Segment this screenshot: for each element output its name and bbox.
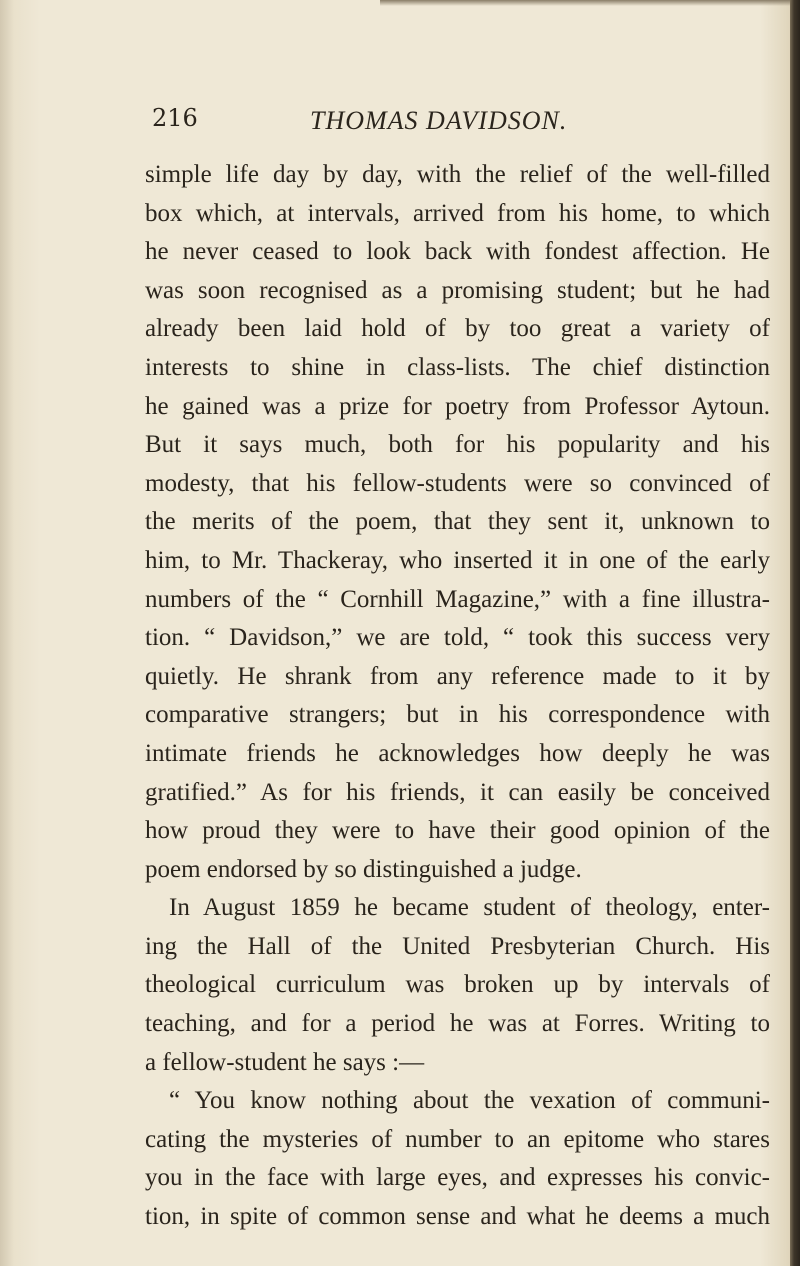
text-line: But it says much, both for his popularity and his: [145, 431, 770, 459]
page-number: 216: [152, 104, 198, 132]
text-line: intimate friends he acknowledges how deeply he was: [145, 739, 770, 767]
text-line: numbers of the “ Cornhill Magazine,” with a fine illustra-: [145, 585, 770, 613]
text-line: box which, at intervals, arrived from his home, to which: [145, 199, 770, 227]
text-line: interests to shine in class-lists. The chief distinction: [145, 353, 770, 381]
text-line: gratified.” As for his friends, it can easily be conceived: [145, 778, 770, 806]
text-line: In August 1859 he became student of theology, enter-: [169, 894, 770, 922]
page-header: [0, 104, 800, 144]
text-line: comparative strangers; but in his correspondence with: [145, 701, 770, 729]
body-text: [145, 156, 770, 1237]
text-line: how proud they were to have their good opinion of the: [145, 817, 770, 845]
running-title: THOMAS DAVIDSON.: [310, 106, 568, 135]
text-line: poem endorsed by so distinguished a judge.: [145, 855, 582, 883]
text-line: cating the mysteries of number to an epitome who stares: [145, 1125, 770, 1153]
text-line: “ You know nothing about the vexation of communi-: [169, 1087, 770, 1115]
text-line: was soon recognised as a promising student; but he had: [145, 276, 770, 304]
page-right-edge: [790, 0, 800, 1266]
text-line: simple life day by day, with the relief of the well-filled: [145, 161, 770, 188]
text-line: quietly. He shrank from any reference made to it by: [145, 662, 770, 690]
text-line: him, to Mr. Thackeray, who inserted it in one of the early: [145, 546, 770, 574]
gutter-shadow: [0, 0, 14, 1266]
text-line: already been laid hold of by too great a variety of: [145, 315, 770, 343]
text-line: tion, in spite of common sense and what he deems a much: [145, 1203, 770, 1231]
page-top-edge: [380, 0, 790, 6]
text-line: you in the face with large eyes, and expresses his convic-: [145, 1164, 770, 1192]
text-line: the merits of the poem, that they sent it, unknown to: [145, 508, 770, 536]
text-line: modesty, that his fellow-students were so convinced of: [145, 469, 770, 497]
text-line: ing the Hall of the United Presbyterian Church. His: [145, 932, 770, 960]
text-line: a fellow-student he says :—: [145, 1048, 425, 1076]
text-line: he never ceased to look back with fondest affection. He: [145, 238, 770, 266]
text-line: tion. “ Davidson,” we are told, “ took this success very: [145, 624, 770, 652]
text-line: theological curriculum was broken up by intervals of: [145, 971, 770, 999]
text-line: he gained was a prize for poetry from Professor Aytoun.: [145, 392, 770, 420]
text-line: teaching, and for a period he was at Forres. Writing to: [145, 1010, 770, 1038]
